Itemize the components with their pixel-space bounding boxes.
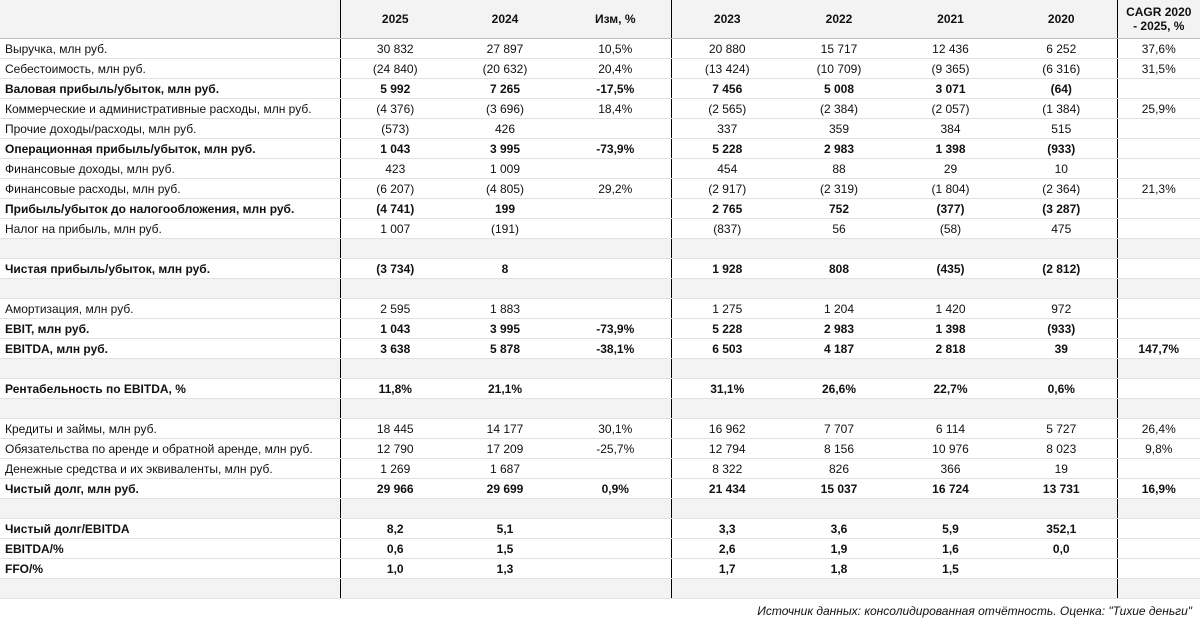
cell-cagr bbox=[1117, 459, 1200, 479]
cell-2023: 2 765 bbox=[671, 199, 783, 219]
cell-2024: 14 177 bbox=[450, 419, 560, 439]
header-cell-2025: 2025 bbox=[340, 0, 450, 39]
cell-2023: (2 917) bbox=[671, 179, 783, 199]
cell-cagr: 31,5% bbox=[1117, 59, 1200, 79]
cell-2024: (20 632) bbox=[450, 59, 560, 79]
cell-change bbox=[560, 519, 671, 539]
header-cell-2022: 2022 bbox=[783, 0, 895, 39]
row-label bbox=[0, 499, 340, 519]
cell-2023: 337 bbox=[671, 119, 783, 139]
cell-2021: (58) bbox=[895, 219, 1006, 239]
row-label: EBITDA/% bbox=[0, 539, 340, 559]
cell-2023: 5 228 bbox=[671, 319, 783, 339]
cell-cagr bbox=[1117, 139, 1200, 159]
cell-2020: 475 bbox=[1006, 219, 1117, 239]
cell-2020: (64) bbox=[1006, 79, 1117, 99]
cell-change: -17,5% bbox=[560, 79, 671, 99]
cell-2024: 5,1 bbox=[450, 519, 560, 539]
header-cell-2023: 2023 bbox=[671, 0, 783, 39]
table-row bbox=[0, 139, 1200, 159]
cell-cagr bbox=[1117, 519, 1200, 539]
row-label: EBITDA, млн руб. bbox=[0, 339, 340, 359]
row-label: Обязательства по аренде и обратной аренде, млн руб. bbox=[0, 439, 340, 459]
cell-2025: 12 790 bbox=[340, 439, 450, 459]
cell-2023: 20 880 bbox=[671, 39, 783, 59]
table-body bbox=[0, 39, 1200, 599]
cell-2023: 1 928 bbox=[671, 259, 783, 279]
cell-change bbox=[560, 259, 671, 279]
cell-2023 bbox=[671, 579, 783, 599]
cell-2025: (4 376) bbox=[340, 99, 450, 119]
cell-2025: 423 bbox=[340, 159, 450, 179]
cell-2022: 26,6% bbox=[783, 379, 895, 399]
row-label: Рентабельность по EBITDA, % bbox=[0, 379, 340, 399]
cell-2025 bbox=[340, 239, 450, 259]
cell-change: 20,4% bbox=[560, 59, 671, 79]
cell-cagr: 16,9% bbox=[1117, 479, 1200, 499]
cell-2024: 1,5 bbox=[450, 539, 560, 559]
cell-2025: 1 269 bbox=[340, 459, 450, 479]
cell-2025: 29 966 bbox=[340, 479, 450, 499]
table-row bbox=[0, 219, 1200, 239]
cell-2022: 4 187 bbox=[783, 339, 895, 359]
cell-2024 bbox=[450, 279, 560, 299]
source-note: Источник данных: консолидированная отчётность. Оценка: "Тихие деньги" bbox=[0, 599, 1200, 623]
cell-2020: (3 287) bbox=[1006, 199, 1117, 219]
cell-2024: 1 009 bbox=[450, 159, 560, 179]
table-row bbox=[0, 259, 1200, 279]
cell-2020: (933) bbox=[1006, 139, 1117, 159]
cell-2020 bbox=[1006, 559, 1117, 579]
cell-cagr bbox=[1117, 119, 1200, 139]
table-row bbox=[0, 339, 1200, 359]
cell-2020: 0,6% bbox=[1006, 379, 1117, 399]
cell-2024 bbox=[450, 359, 560, 379]
cell-2021: 1,6 bbox=[895, 539, 1006, 559]
cell-2024: 199 bbox=[450, 199, 560, 219]
cell-2024: 3 995 bbox=[450, 139, 560, 159]
cell-cagr bbox=[1117, 219, 1200, 239]
header-cell-2024: 2024 bbox=[450, 0, 560, 39]
table-row-spacer bbox=[0, 499, 1200, 519]
cell-2021: 29 bbox=[895, 159, 1006, 179]
cell-2021: 6 114 bbox=[895, 419, 1006, 439]
cell-2022 bbox=[783, 399, 895, 419]
row-label: Чистая прибыль/убыток, млн руб. bbox=[0, 259, 340, 279]
source-row bbox=[0, 599, 1200, 623]
cell-cagr: 37,6% bbox=[1117, 39, 1200, 59]
cell-2021: (2 057) bbox=[895, 99, 1006, 119]
table-row-spacer bbox=[0, 239, 1200, 259]
cell-2022: 8 156 bbox=[783, 439, 895, 459]
cell-2020 bbox=[1006, 239, 1117, 259]
row-label: Себестоимость, млн руб. bbox=[0, 59, 340, 79]
cell-2023: (2 565) bbox=[671, 99, 783, 119]
cell-change: 0,9% bbox=[560, 479, 671, 499]
cell-2025: 3 638 bbox=[340, 339, 450, 359]
cell-2023: 8 322 bbox=[671, 459, 783, 479]
table-row bbox=[0, 199, 1200, 219]
cell-2020: 5 727 bbox=[1006, 419, 1117, 439]
row-label bbox=[0, 359, 340, 379]
cell-2025: 18 445 bbox=[340, 419, 450, 439]
table-row bbox=[0, 479, 1200, 499]
cell-2023 bbox=[671, 359, 783, 379]
cell-2020 bbox=[1006, 359, 1117, 379]
cell-2021 bbox=[895, 359, 1006, 379]
cell-2023: 21 434 bbox=[671, 479, 783, 499]
table-row bbox=[0, 439, 1200, 459]
table-row bbox=[0, 159, 1200, 179]
table-row bbox=[0, 299, 1200, 319]
cell-cagr bbox=[1117, 359, 1200, 379]
cell-2020: (6 316) bbox=[1006, 59, 1117, 79]
cell-cagr: 25,9% bbox=[1117, 99, 1200, 119]
cell-2023: 12 794 bbox=[671, 439, 783, 459]
header-cell-label bbox=[0, 0, 340, 39]
cell-cagr bbox=[1117, 319, 1200, 339]
cell-2025 bbox=[340, 359, 450, 379]
cell-2024 bbox=[450, 399, 560, 419]
cell-change bbox=[560, 199, 671, 219]
cell-change bbox=[560, 299, 671, 319]
cell-2023: (837) bbox=[671, 219, 783, 239]
row-label: Чистый долг/EBITDA bbox=[0, 519, 340, 539]
cell-2021 bbox=[895, 499, 1006, 519]
cell-change: 10,5% bbox=[560, 39, 671, 59]
row-label: FFO/% bbox=[0, 559, 340, 579]
cell-2022: 826 bbox=[783, 459, 895, 479]
cell-cagr bbox=[1117, 199, 1200, 219]
cell-2021: 366 bbox=[895, 459, 1006, 479]
cell-2020: (1 384) bbox=[1006, 99, 1117, 119]
cell-2025: 0,6 bbox=[340, 539, 450, 559]
cell-2025: 11,8% bbox=[340, 379, 450, 399]
cell-2023: 2,6 bbox=[671, 539, 783, 559]
cell-cagr bbox=[1117, 239, 1200, 259]
cell-2020: (933) bbox=[1006, 319, 1117, 339]
cell-2024 bbox=[450, 579, 560, 599]
cell-2021: (435) bbox=[895, 259, 1006, 279]
cell-2021: 1 398 bbox=[895, 319, 1006, 339]
cell-change bbox=[560, 499, 671, 519]
cell-2025: (4 741) bbox=[340, 199, 450, 219]
cell-change: -38,1% bbox=[560, 339, 671, 359]
cell-2023: 16 962 bbox=[671, 419, 783, 439]
table-row bbox=[0, 379, 1200, 399]
cell-2021: 384 bbox=[895, 119, 1006, 139]
cell-2022: 3,6 bbox=[783, 519, 895, 539]
cell-2020: (2 364) bbox=[1006, 179, 1117, 199]
cell-2022 bbox=[783, 579, 895, 599]
cell-2021: 22,7% bbox=[895, 379, 1006, 399]
table-row bbox=[0, 119, 1200, 139]
cell-2020 bbox=[1006, 279, 1117, 299]
cell-2024: 3 995 bbox=[450, 319, 560, 339]
row-label: Амортизация, млн руб. bbox=[0, 299, 340, 319]
cell-2023 bbox=[671, 399, 783, 419]
cell-2020: (2 812) bbox=[1006, 259, 1117, 279]
cell-2022: 2 983 bbox=[783, 319, 895, 339]
cell-change bbox=[560, 399, 671, 419]
row-label bbox=[0, 579, 340, 599]
cell-2022: 7 707 bbox=[783, 419, 895, 439]
cell-2024: 21,1% bbox=[450, 379, 560, 399]
header-cell-2020: 2020 bbox=[1006, 0, 1117, 39]
cell-2025: 1 043 bbox=[340, 139, 450, 159]
cell-2024: 5 878 bbox=[450, 339, 560, 359]
cell-2022: 15 037 bbox=[783, 479, 895, 499]
cell-change bbox=[560, 279, 671, 299]
cell-2020: 0,0 bbox=[1006, 539, 1117, 559]
cell-cagr bbox=[1117, 399, 1200, 419]
cell-2021: 12 436 bbox=[895, 39, 1006, 59]
cell-change bbox=[560, 559, 671, 579]
cell-2021: 1,5 bbox=[895, 559, 1006, 579]
row-label: Налог на прибыль, млн руб. bbox=[0, 219, 340, 239]
cell-change: -73,9% bbox=[560, 139, 671, 159]
cell-2024: 1 883 bbox=[450, 299, 560, 319]
cell-change bbox=[560, 459, 671, 479]
cell-2025: 5 992 bbox=[340, 79, 450, 99]
cell-2022: (10 709) bbox=[783, 59, 895, 79]
cell-2023: 6 503 bbox=[671, 339, 783, 359]
cell-change bbox=[560, 119, 671, 139]
cell-2025 bbox=[340, 399, 450, 419]
cell-2021: (1 804) bbox=[895, 179, 1006, 199]
cell-2023: 1 275 bbox=[671, 299, 783, 319]
cell-2023 bbox=[671, 499, 783, 519]
cell-2022: (2 319) bbox=[783, 179, 895, 199]
cell-change: 18,4% bbox=[560, 99, 671, 119]
cell-2022 bbox=[783, 499, 895, 519]
row-label: Финансовые расходы, млн руб. bbox=[0, 179, 340, 199]
cell-2021 bbox=[895, 239, 1006, 259]
cell-2025: 8,2 bbox=[340, 519, 450, 539]
cell-2020 bbox=[1006, 579, 1117, 599]
cell-2021: 3 071 bbox=[895, 79, 1006, 99]
cell-2020: 13 731 bbox=[1006, 479, 1117, 499]
row-label bbox=[0, 399, 340, 419]
cell-2020: 972 bbox=[1006, 299, 1117, 319]
header-cell-cagr: CAGR 2020 - 2025, % bbox=[1117, 0, 1200, 39]
cell-cagr: 26,4% bbox=[1117, 419, 1200, 439]
cell-cagr: 147,7% bbox=[1117, 339, 1200, 359]
header-row bbox=[0, 0, 1200, 39]
table-row bbox=[0, 99, 1200, 119]
table-row-spacer bbox=[0, 359, 1200, 379]
cell-change bbox=[560, 359, 671, 379]
cell-2021: (377) bbox=[895, 199, 1006, 219]
cell-2022: 1,8 bbox=[783, 559, 895, 579]
cell-2020: 8 023 bbox=[1006, 439, 1117, 459]
cell-2024: (3 696) bbox=[450, 99, 560, 119]
cell-2021: 5,9 bbox=[895, 519, 1006, 539]
cell-2021: (9 365) bbox=[895, 59, 1006, 79]
cell-cagr bbox=[1117, 539, 1200, 559]
cell-2025 bbox=[340, 499, 450, 519]
cell-2022 bbox=[783, 239, 895, 259]
cell-2024: 29 699 bbox=[450, 479, 560, 499]
cell-2020 bbox=[1006, 399, 1117, 419]
cell-2020: 515 bbox=[1006, 119, 1117, 139]
cell-2020: 39 bbox=[1006, 339, 1117, 359]
row-label bbox=[0, 279, 340, 299]
table-row-spacer bbox=[0, 279, 1200, 299]
table-row bbox=[0, 459, 1200, 479]
cell-2021 bbox=[895, 399, 1006, 419]
cell-cagr bbox=[1117, 79, 1200, 99]
cell-2021: 1 420 bbox=[895, 299, 1006, 319]
table-row bbox=[0, 419, 1200, 439]
cell-2023 bbox=[671, 239, 783, 259]
header-cell-change: Изм, % bbox=[560, 0, 671, 39]
cell-change bbox=[560, 579, 671, 599]
cell-2022: 1,9 bbox=[783, 539, 895, 559]
cell-2024: 27 897 bbox=[450, 39, 560, 59]
row-label bbox=[0, 239, 340, 259]
cell-change bbox=[560, 219, 671, 239]
row-label: Денежные средства и их эквиваленты, млн руб. bbox=[0, 459, 340, 479]
cell-2024 bbox=[450, 239, 560, 259]
cell-2020: 352,1 bbox=[1006, 519, 1117, 539]
cell-2022 bbox=[783, 279, 895, 299]
cell-2021 bbox=[895, 279, 1006, 299]
table-row bbox=[0, 319, 1200, 339]
cell-2024: 7 265 bbox=[450, 79, 560, 99]
row-label: Валовая прибыль/убыток, млн руб. bbox=[0, 79, 340, 99]
cell-2023: 1,7 bbox=[671, 559, 783, 579]
table-row bbox=[0, 559, 1200, 579]
cell-2020: 10 bbox=[1006, 159, 1117, 179]
cell-cagr: 21,3% bbox=[1117, 179, 1200, 199]
header-cell-2021: 2021 bbox=[895, 0, 1006, 39]
cell-2025: 1 007 bbox=[340, 219, 450, 239]
cell-2020 bbox=[1006, 499, 1117, 519]
cell-2022: 2 983 bbox=[783, 139, 895, 159]
cell-2024: 8 bbox=[450, 259, 560, 279]
cell-2022: 56 bbox=[783, 219, 895, 239]
row-label: Чистый долг, млн руб. bbox=[0, 479, 340, 499]
cell-change bbox=[560, 379, 671, 399]
table-row bbox=[0, 59, 1200, 79]
row-label: Коммерческие и административные расходы, млн руб. bbox=[0, 99, 340, 119]
row-label: Кредиты и займы, млн руб. bbox=[0, 419, 340, 439]
cell-2022: 808 bbox=[783, 259, 895, 279]
table-row-spacer bbox=[0, 579, 1200, 599]
row-label: Прибыль/убыток до налогообложения, млн руб. bbox=[0, 199, 340, 219]
cell-cagr bbox=[1117, 559, 1200, 579]
cell-2024: 426 bbox=[450, 119, 560, 139]
table-row bbox=[0, 79, 1200, 99]
cell-change: -73,9% bbox=[560, 319, 671, 339]
cell-2025: (24 840) bbox=[340, 59, 450, 79]
cell-2020: 19 bbox=[1006, 459, 1117, 479]
cell-change bbox=[560, 539, 671, 559]
cell-2025: 1 043 bbox=[340, 319, 450, 339]
table-row-spacer bbox=[0, 399, 1200, 419]
table-row bbox=[0, 519, 1200, 539]
cell-2025 bbox=[340, 279, 450, 299]
cell-2022: 359 bbox=[783, 119, 895, 139]
row-label: Операционная прибыль/убыток, млн руб. bbox=[0, 139, 340, 159]
row-label: Прочие доходы/расходы, млн руб. bbox=[0, 119, 340, 139]
cell-2023: 454 bbox=[671, 159, 783, 179]
cell-2025: (6 207) bbox=[340, 179, 450, 199]
cell-2024: 1,3 bbox=[450, 559, 560, 579]
cell-2025: 1,0 bbox=[340, 559, 450, 579]
cell-2022: 5 008 bbox=[783, 79, 895, 99]
row-label: EBIT, млн руб. bbox=[0, 319, 340, 339]
cell-2021: 10 976 bbox=[895, 439, 1006, 459]
cell-2024: 1 687 bbox=[450, 459, 560, 479]
cell-2025: (3 734) bbox=[340, 259, 450, 279]
cell-2023 bbox=[671, 279, 783, 299]
cell-change bbox=[560, 159, 671, 179]
cell-cagr bbox=[1117, 279, 1200, 299]
cell-cagr bbox=[1117, 259, 1200, 279]
cell-2023: 31,1% bbox=[671, 379, 783, 399]
cell-2023: 7 456 bbox=[671, 79, 783, 99]
cell-cagr bbox=[1117, 499, 1200, 519]
cell-2025: 30 832 bbox=[340, 39, 450, 59]
cell-2025 bbox=[340, 579, 450, 599]
cell-2024: (4 805) bbox=[450, 179, 560, 199]
row-label: Финансовые доходы, млн руб. bbox=[0, 159, 340, 179]
cell-2021: 16 724 bbox=[895, 479, 1006, 499]
cell-change: -25,7% bbox=[560, 439, 671, 459]
cell-2023: (13 424) bbox=[671, 59, 783, 79]
cell-2021 bbox=[895, 579, 1006, 599]
cell-cagr bbox=[1117, 379, 1200, 399]
cell-change bbox=[560, 239, 671, 259]
cell-cagr bbox=[1117, 299, 1200, 319]
cell-2022: 88 bbox=[783, 159, 895, 179]
cell-2025: (573) bbox=[340, 119, 450, 139]
cell-2021: 1 398 bbox=[895, 139, 1006, 159]
cell-2020: 6 252 bbox=[1006, 39, 1117, 59]
cell-2023: 5 228 bbox=[671, 139, 783, 159]
cell-2022: 1 204 bbox=[783, 299, 895, 319]
table-row bbox=[0, 39, 1200, 59]
cell-2022: (2 384) bbox=[783, 99, 895, 119]
cell-2022: 15 717 bbox=[783, 39, 895, 59]
cell-2024: 17 209 bbox=[450, 439, 560, 459]
cell-change: 30,1% bbox=[560, 419, 671, 439]
cell-cagr bbox=[1117, 579, 1200, 599]
cell-cagr: 9,8% bbox=[1117, 439, 1200, 459]
cell-2024: (191) bbox=[450, 219, 560, 239]
row-label: Выручка, млн руб. bbox=[0, 39, 340, 59]
cell-2021: 2 818 bbox=[895, 339, 1006, 359]
cell-2022 bbox=[783, 359, 895, 379]
cell-change: 29,2% bbox=[560, 179, 671, 199]
cell-2024 bbox=[450, 499, 560, 519]
cell-2025: 2 595 bbox=[340, 299, 450, 319]
cell-2022: 752 bbox=[783, 199, 895, 219]
table-row bbox=[0, 179, 1200, 199]
cell-cagr bbox=[1117, 159, 1200, 179]
table-row bbox=[0, 539, 1200, 559]
cell-2023: 3,3 bbox=[671, 519, 783, 539]
